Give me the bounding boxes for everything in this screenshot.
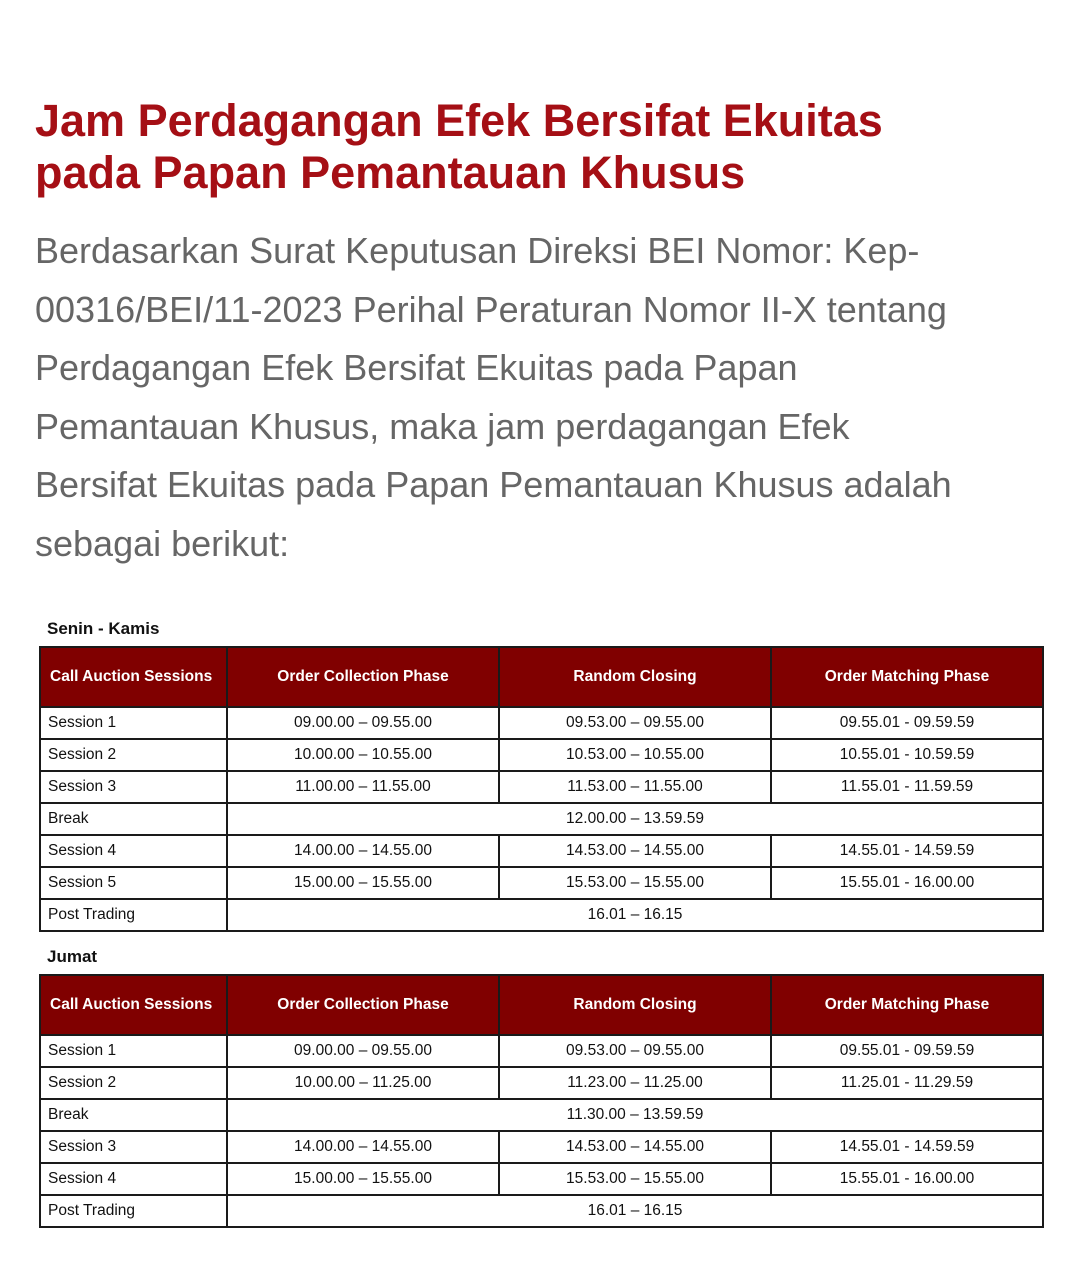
order-collection-cell: 10.00.00 – 11.25.00	[227, 1067, 499, 1099]
schedule-table-mon-thu	[39, 646, 1044, 932]
break-time-cell: 12.00.00 – 13.59.59	[227, 803, 1043, 835]
order-matching-cell: 11.25.01 - 11.29.59	[771, 1067, 1043, 1099]
order-matching-cell: 10.55.01 - 10.59.59	[771, 739, 1043, 771]
table-row	[40, 835, 1043, 867]
post-trading-time-cell: 16.01 – 16.15	[227, 899, 1043, 931]
table-row-post-trading	[40, 899, 1043, 931]
random-closing-cell: 14.53.00 – 14.55.00	[499, 835, 771, 867]
session-name: Post Trading	[40, 899, 227, 931]
session-name: Break	[40, 803, 227, 835]
session-name: Session 2	[40, 1067, 227, 1099]
intro-line: sebagai berikut:	[35, 522, 290, 564]
session-name: Session 2	[40, 739, 227, 771]
title-line: Jam Perdagangan Efek Bersifat Ekuitas	[35, 95, 883, 146]
order-matching-cell: 14.55.01 - 14.59.59	[771, 1131, 1043, 1163]
column-header: Call Auction Sessions	[40, 975, 227, 1035]
order-collection-cell: 14.00.00 – 14.55.00	[227, 1131, 499, 1163]
session-name: Session 4	[40, 1163, 227, 1195]
intro-line: Bersifat Ekuitas pada Papan Pemantauan Khusus adalah	[35, 464, 952, 505]
session-name: Session 1	[40, 1035, 227, 1067]
break-time-cell: 11.30.00 – 13.59.59	[227, 1099, 1043, 1131]
intro-line: Pemantauan Khusus, maka jam perdagangan Efek	[35, 405, 850, 447]
table-row-break	[40, 1099, 1043, 1131]
intro-paragraph	[35, 222, 1055, 573]
table-header-row	[40, 647, 1043, 707]
column-header: Order Matching Phase	[771, 975, 1043, 1035]
table-row	[40, 739, 1043, 771]
session-name: Session 1	[40, 707, 227, 739]
random-closing-cell: 14.53.00 – 14.55.00	[499, 1131, 771, 1163]
session-name: Break	[40, 1099, 227, 1131]
table-row	[40, 1035, 1043, 1067]
post-trading-time-cell: 16.01 – 16.15	[227, 1195, 1043, 1227]
schedule-label-friday: Jumat	[47, 947, 98, 966]
random-closing-cell: 10.53.00 – 10.55.00	[499, 739, 771, 771]
order-collection-cell: 09.00.00 – 09.55.00	[227, 1035, 499, 1067]
table-row	[40, 707, 1043, 739]
column-header: Random Closing	[499, 647, 771, 707]
random-closing-cell: 15.53.00 – 15.55.00	[499, 1163, 771, 1195]
title-line: pada Papan Pemantauan Khusus	[35, 147, 746, 198]
column-header: Order Collection Phase	[227, 647, 499, 707]
random-closing-cell: 09.53.00 – 09.55.00	[499, 1035, 771, 1067]
order-matching-cell: 15.55.01 - 16.00.00	[771, 867, 1043, 899]
order-collection-cell: 15.00.00 – 15.55.00	[227, 1163, 499, 1195]
intro-line: Berdasarkan Surat Keputusan Direksi BEI Nomor: Kep-	[35, 230, 920, 271]
session-name: Session 3	[40, 771, 227, 803]
table-row	[40, 1067, 1043, 1099]
column-header: Random Closing	[499, 975, 771, 1035]
column-header: Order Collection Phase	[227, 975, 499, 1035]
session-name: Session 5	[40, 867, 227, 899]
order-matching-cell: 09.55.01 - 09.59.59	[771, 707, 1043, 739]
table-row	[40, 1163, 1043, 1195]
column-header: Order Matching Phase	[771, 647, 1043, 707]
table-row	[40, 1131, 1043, 1163]
random-closing-cell: 15.53.00 – 15.55.00	[499, 867, 771, 899]
order-collection-cell: 10.00.00 – 10.55.00	[227, 739, 499, 771]
schedule-table-friday	[39, 974, 1044, 1228]
intro-line: Perdagangan Efek Bersifat Ekuitas pada Papan	[35, 347, 798, 388]
session-name: Session 3	[40, 1131, 227, 1163]
table-row-post-trading	[40, 1195, 1043, 1227]
page-title	[35, 95, 1055, 199]
random-closing-cell: 11.23.00 – 11.25.00	[499, 1067, 771, 1099]
table-row-break	[40, 803, 1043, 835]
session-name: Session 4	[40, 835, 227, 867]
table-row	[40, 771, 1043, 803]
column-header: Call Auction Sessions	[40, 647, 227, 707]
random-closing-cell: 09.53.00 – 09.55.00	[499, 707, 771, 739]
order-matching-cell: 11.55.01 - 11.59.59	[771, 771, 1043, 803]
order-collection-cell: 11.00.00 – 11.55.00	[227, 771, 499, 803]
order-matching-cell: 14.55.01 - 14.59.59	[771, 835, 1043, 867]
random-closing-cell: 11.53.00 – 11.55.00	[499, 771, 771, 803]
order-collection-cell: 09.00.00 – 09.55.00	[227, 707, 499, 739]
order-collection-cell: 14.00.00 – 14.55.00	[227, 835, 499, 867]
order-matching-cell: 09.55.01 - 09.59.59	[771, 1035, 1043, 1067]
order-matching-cell: 15.55.01 - 16.00.00	[771, 1163, 1043, 1195]
table-row	[40, 867, 1043, 899]
table-header-row	[40, 975, 1043, 1035]
intro-line: 00316/BEI/11-2023 Perihal Peraturan Nomor II-X tentang	[35, 288, 947, 330]
schedule-label-mon-thu: Senin - Kamis	[47, 619, 160, 638]
order-collection-cell: 15.00.00 – 15.55.00	[227, 867, 499, 899]
session-name: Post Trading	[40, 1195, 227, 1227]
